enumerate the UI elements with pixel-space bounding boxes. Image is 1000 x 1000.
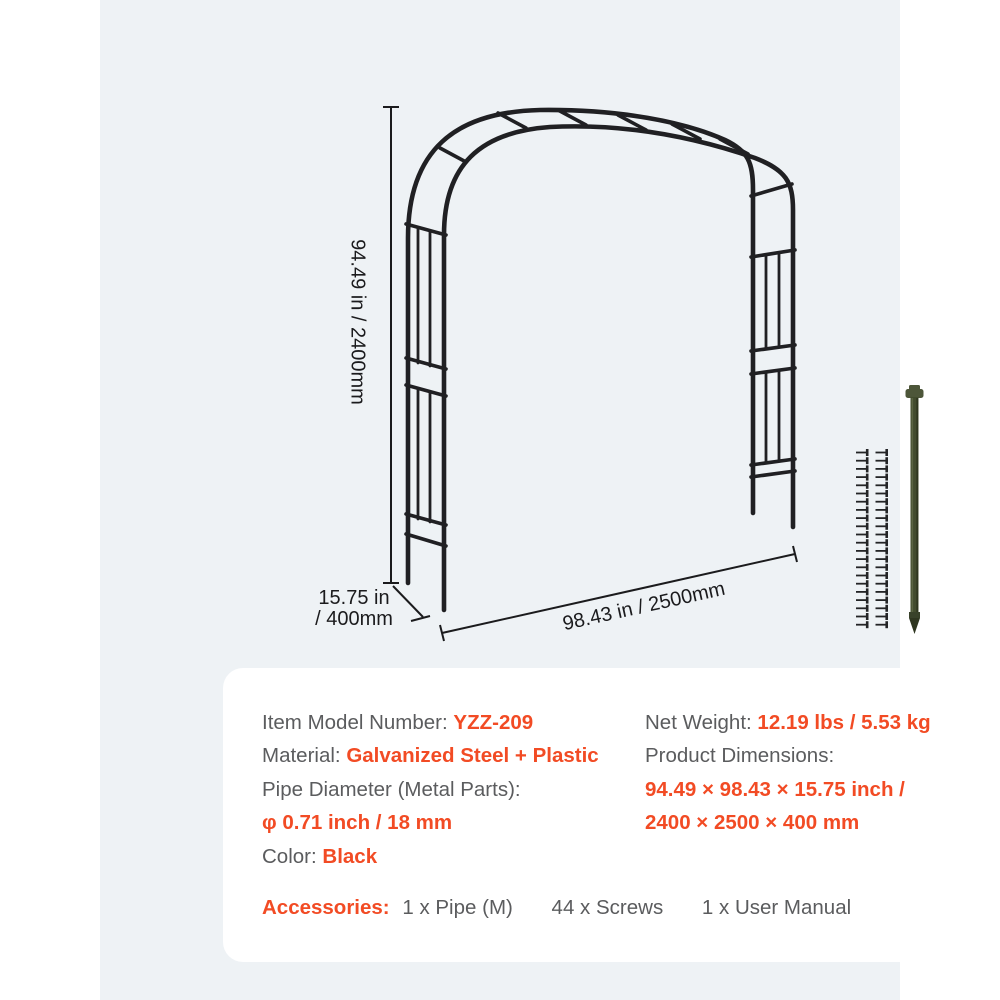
garden-arch-drawing-icon bbox=[406, 110, 795, 610]
accessories-label: Accessories: bbox=[262, 896, 390, 919]
arch-front-tube bbox=[408, 110, 753, 583]
ground-stake-pipe-icon bbox=[906, 385, 924, 634]
height-dimension-line bbox=[383, 107, 399, 583]
depth-dimension-label bbox=[315, 588, 393, 630]
spec-column-left bbox=[262, 706, 599, 873]
spec-row-product-dimensions: Product Dimensions: bbox=[645, 744, 835, 768]
spec-panel bbox=[223, 668, 977, 962]
depth-dimension-line bbox=[393, 586, 430, 621]
spec-row-material: Material: Galvanized Steel + Plastic bbox=[262, 744, 599, 768]
right-trellis-panel bbox=[751, 250, 795, 477]
spec-column-right bbox=[645, 706, 931, 840]
spec-row-color: Color: Black bbox=[262, 844, 378, 868]
depth-dimension-label-line2: / 400mm bbox=[315, 608, 393, 630]
screws-icon bbox=[856, 449, 887, 628]
diagram-canvas bbox=[100, 0, 931, 1000]
arch-back-tube bbox=[444, 126, 793, 610]
spec-row-net-weight: Net Weight: 12.19 lbs / 5.53 kg bbox=[645, 711, 931, 734]
accessories-row bbox=[262, 896, 884, 920]
width-dimension-label: 98.43 in / 2500mm bbox=[560, 577, 728, 636]
spec-row-model: Item Model Number: YZZ-209 bbox=[262, 711, 534, 734]
spec-row-pipe-diameter: Pipe Diameter (Metal Parts): bbox=[262, 777, 521, 801]
spec-row-dimensions-inch: 94.49 × 98.43 × 15.75 inch / bbox=[645, 777, 905, 801]
accessory-item-screws: 44 x Screws bbox=[551, 896, 664, 919]
left-trellis-panel bbox=[406, 224, 446, 546]
width-dimension-line bbox=[440, 546, 797, 641]
accessory-item-pipe: 1 x Pipe (M) bbox=[402, 896, 513, 919]
height-dimension-label: 94.49 in / 2400mm bbox=[346, 239, 369, 405]
spec-row-pipe-diameter-value: φ 0.71 inch / 18 mm bbox=[262, 811, 453, 835]
spec-row-dimensions-mm: 2400 × 2500 × 400 mm bbox=[645, 811, 860, 835]
depth-dimension-label-line1: 15.75 in bbox=[318, 587, 390, 609]
accessory-item-manual: 1 x User Manual bbox=[701, 896, 852, 919]
